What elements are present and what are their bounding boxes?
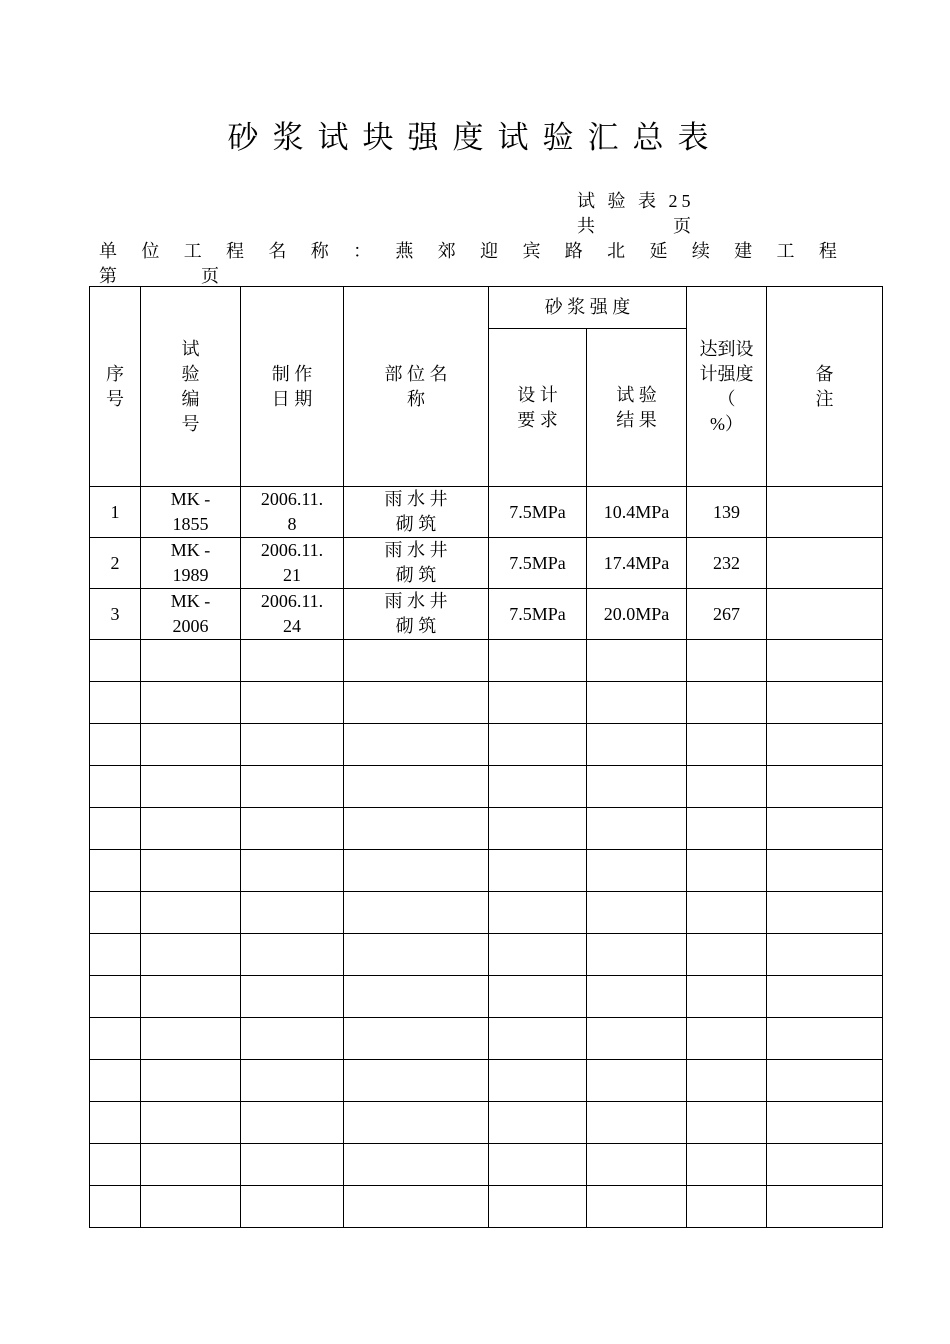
cell-seq: 1 [90, 487, 141, 538]
empty-row [90, 766, 883, 808]
empty-cell [241, 850, 344, 892]
empty-cell [141, 640, 241, 682]
empty-cell [587, 1186, 687, 1228]
cell-pct: 232 [687, 538, 767, 589]
empty-cell [687, 850, 767, 892]
cell-design: 7.5MPa [489, 487, 587, 538]
empty-row [90, 1102, 883, 1144]
empty-cell [687, 1018, 767, 1060]
project-name-char: 位 [141, 241, 160, 261]
empty-cell [489, 976, 587, 1018]
project-name-char: 单 [99, 241, 117, 261]
empty-cell [241, 1144, 344, 1186]
cell-seq: 2 [90, 538, 141, 589]
empty-row [90, 850, 883, 892]
empty-cell [344, 1102, 489, 1144]
empty-cell [344, 766, 489, 808]
empty-cell [141, 766, 241, 808]
cell-remark [767, 538, 883, 589]
empty-cell [90, 1102, 141, 1144]
project-name-char: 建 [734, 241, 753, 261]
project-name-line [99, 237, 837, 263]
empty-cell [141, 1144, 241, 1186]
empty-cell [90, 850, 141, 892]
empty-cell [90, 892, 141, 934]
empty-cell [90, 682, 141, 724]
empty-cell [344, 850, 489, 892]
empty-cell [344, 1186, 489, 1228]
page-number-prefix: 第 [99, 266, 121, 286]
cell-date: 2006.11. 24 [241, 589, 344, 640]
empty-cell [141, 1102, 241, 1144]
total-pages [577, 212, 695, 238]
empty-cell [767, 1186, 883, 1228]
empty-row [90, 1186, 883, 1228]
empty-cell [489, 640, 587, 682]
project-name-char: 名 [268, 241, 287, 261]
empty-row [90, 808, 883, 850]
empty-cell [587, 766, 687, 808]
form-number: 试 验 表 25 [577, 191, 695, 211]
empty-cell [141, 724, 241, 766]
empty-cell [687, 1186, 767, 1228]
project-name-char: 称 [310, 241, 329, 261]
empty-cell [344, 640, 489, 682]
empty-cell [141, 976, 241, 1018]
empty-cell [489, 766, 587, 808]
empty-cell [767, 934, 883, 976]
empty-cell [767, 1102, 883, 1144]
empty-cell [344, 724, 489, 766]
empty-cell [141, 682, 241, 724]
empty-row [90, 1060, 883, 1102]
empty-row [90, 1144, 883, 1186]
table-row [90, 589, 883, 640]
empty-cell [587, 724, 687, 766]
empty-cell [489, 724, 587, 766]
project-name-char: 工 [776, 241, 795, 261]
empty-cell [489, 934, 587, 976]
cell-part: 雨 水 井 砌 筑 [344, 589, 489, 640]
empty-row [90, 976, 883, 1018]
empty-cell [587, 640, 687, 682]
empty-cell [489, 1102, 587, 1144]
empty-cell [489, 1186, 587, 1228]
cell-result: 10.4MPa [587, 487, 687, 538]
empty-cell [344, 1060, 489, 1102]
empty-cell [344, 934, 489, 976]
empty-cell [767, 1060, 883, 1102]
empty-cell [241, 1102, 344, 1144]
empty-cell [141, 1186, 241, 1228]
project-name-char: 迎 [480, 241, 499, 261]
empty-cell [90, 1144, 141, 1186]
empty-cell [767, 892, 883, 934]
header-remark: 备注 [767, 287, 883, 487]
empty-cell [90, 976, 141, 1018]
cell-seq: 3 [90, 589, 141, 640]
cell-design: 7.5MPa [489, 538, 587, 589]
cell-date: 2006.11. 21 [241, 538, 344, 589]
empty-cell [687, 808, 767, 850]
summary-table [89, 286, 883, 1228]
cell-design: 7.5MPa [489, 589, 587, 640]
empty-cell [489, 1144, 587, 1186]
header-strength-group: 砂 浆 强 度 [489, 287, 687, 329]
empty-cell [141, 1060, 241, 1102]
project-name-char: 北 [607, 241, 626, 261]
empty-cell [587, 682, 687, 724]
empty-cell [90, 1060, 141, 1102]
empty-cell [241, 1018, 344, 1060]
empty-row [90, 640, 883, 682]
empty-cell [141, 850, 241, 892]
page-number-suffix: 页 [201, 266, 223, 286]
empty-cell [767, 808, 883, 850]
empty-cell [489, 892, 587, 934]
cell-part: 雨 水 井 砌 筑 [344, 487, 489, 538]
empty-cell [344, 1144, 489, 1186]
empty-cell [141, 1018, 241, 1060]
empty-cell [489, 808, 587, 850]
empty-cell [687, 1060, 767, 1102]
empty-cell [687, 1102, 767, 1144]
empty-cell [344, 976, 489, 1018]
empty-cell [587, 892, 687, 934]
empty-cell [90, 724, 141, 766]
empty-cell [587, 934, 687, 976]
empty-cell [344, 682, 489, 724]
empty-cell [687, 724, 767, 766]
empty-cell [141, 808, 241, 850]
empty-cell [687, 1144, 767, 1186]
empty-row [90, 934, 883, 976]
project-name-char: 延 [649, 241, 668, 261]
empty-cell [687, 766, 767, 808]
empty-cell [241, 976, 344, 1018]
header-test-result: 试 验 结 果 [587, 329, 687, 487]
project-name-char: 燕 [395, 241, 414, 261]
empty-cell [767, 682, 883, 724]
empty-cell [767, 724, 883, 766]
empty-cell [489, 1060, 587, 1102]
table-row [90, 538, 883, 589]
empty-cell [767, 976, 883, 1018]
empty-cell [241, 682, 344, 724]
empty-cell [241, 724, 344, 766]
empty-row [90, 724, 883, 766]
empty-cell [587, 808, 687, 850]
empty-cell [90, 640, 141, 682]
empty-row [90, 892, 883, 934]
empty-cell [587, 1018, 687, 1060]
empty-cell [241, 640, 344, 682]
header-seq: 序号 [90, 287, 141, 487]
empty-cell [90, 808, 141, 850]
project-name-char: 续 [691, 241, 710, 261]
project-name-char: 程 [226, 241, 245, 261]
empty-cell [489, 1018, 587, 1060]
empty-cell [90, 1186, 141, 1228]
page-title: 砂浆试块强度试验汇总表 [227, 120, 723, 156]
empty-cell [767, 1018, 883, 1060]
empty-cell [90, 934, 141, 976]
empty-cell [687, 976, 767, 1018]
cell-test_no: MK - 1989 [141, 538, 241, 589]
empty-row [90, 682, 883, 724]
empty-cell [141, 892, 241, 934]
cell-pct: 267 [687, 589, 767, 640]
project-name-char: 郊 [437, 241, 456, 261]
empty-cell [687, 640, 767, 682]
page-number [99, 262, 223, 288]
cell-result: 20.0MPa [587, 589, 687, 640]
empty-cell [344, 1018, 489, 1060]
empty-cell [687, 682, 767, 724]
empty-cell [241, 1060, 344, 1102]
empty-cell [344, 808, 489, 850]
project-name-char: 工 [183, 241, 202, 261]
total-pages-suffix: 页 [673, 216, 695, 236]
cell-remark [767, 589, 883, 640]
project-name-char: 程 [818, 241, 837, 261]
empty-cell [90, 1018, 141, 1060]
empty-cell [587, 850, 687, 892]
empty-cell [241, 766, 344, 808]
cell-date: 2006.11. 8 [241, 487, 344, 538]
empty-cell [587, 1102, 687, 1144]
empty-cell [241, 808, 344, 850]
cell-remark [767, 487, 883, 538]
empty-cell [767, 640, 883, 682]
empty-cell [90, 766, 141, 808]
table-row [90, 487, 883, 538]
empty-cell [587, 1060, 687, 1102]
empty-cell [687, 892, 767, 934]
project-name-char: 路 [564, 241, 583, 261]
empty-cell [767, 850, 883, 892]
empty-cell [241, 1186, 344, 1228]
project-name-char: 宾 [522, 241, 541, 261]
cell-part: 雨 水 井 砌 筑 [344, 538, 489, 589]
empty-cell [687, 934, 767, 976]
empty-cell [241, 934, 344, 976]
empty-cell [241, 892, 344, 934]
project-name-char: ： [353, 241, 372, 261]
empty-cell [767, 1144, 883, 1186]
header-make-date: 制 作 日 期 [241, 287, 344, 487]
cell-test_no: MK - 2006 [141, 589, 241, 640]
empty-cell [489, 850, 587, 892]
empty-row [90, 1018, 883, 1060]
header-design-req: 设 计 要 求 [489, 329, 587, 487]
empty-cell [344, 892, 489, 934]
empty-cell [587, 976, 687, 1018]
cell-result: 17.4MPa [587, 538, 687, 589]
empty-cell [141, 934, 241, 976]
cell-pct: 139 [687, 487, 767, 538]
header-test-no: 试验编号 [141, 287, 241, 487]
empty-cell [489, 682, 587, 724]
empty-cell [767, 766, 883, 808]
total-pages-prefix: 共 [577, 216, 599, 236]
cell-test_no: MK - 1855 [141, 487, 241, 538]
empty-cell [587, 1144, 687, 1186]
header-part-name: 部 位 名 称 [344, 287, 489, 487]
header-reach-pct: 达到设计强度（ %） [687, 287, 767, 487]
